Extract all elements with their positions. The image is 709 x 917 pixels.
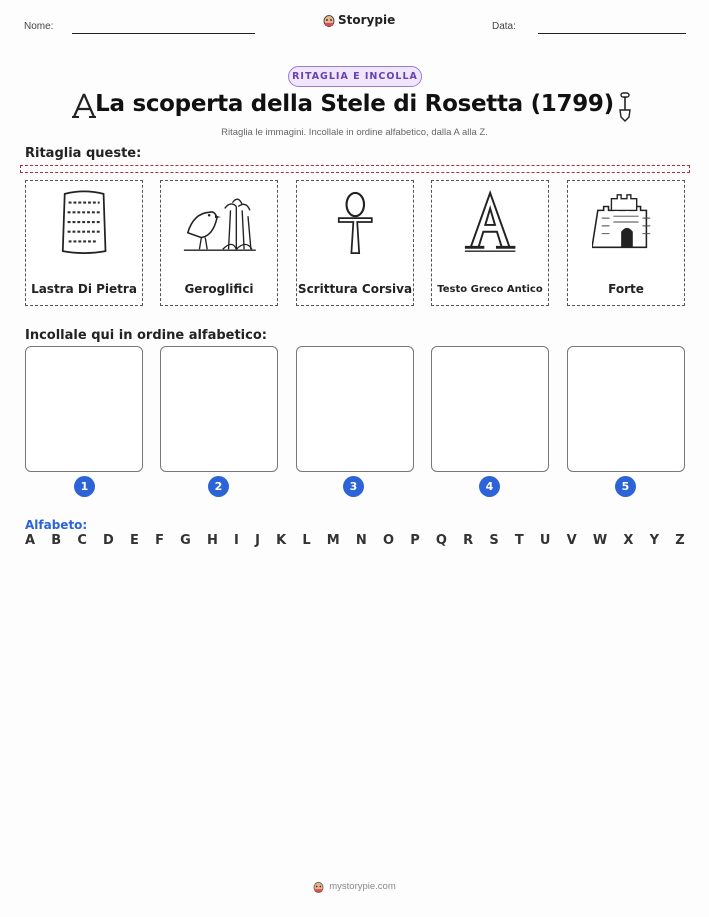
alphabet-letter: W	[592, 533, 608, 548]
ankh-icon	[331, 189, 380, 257]
card-label: Testo Greco Antico	[437, 284, 543, 295]
alphabet-letter: R	[463, 533, 474, 548]
footer-url: mystorypie.com	[329, 881, 396, 892]
alphabet-letter: N	[355, 533, 367, 548]
activity-badge: RITAGLIA E INCOLLA	[288, 66, 422, 87]
slot-number: 5	[615, 476, 636, 497]
cut-card-ankh[interactable]	[296, 180, 414, 306]
stone-slab-icon	[55, 189, 113, 257]
alphabet-letter: M	[326, 533, 340, 548]
paste-box-2[interactable]	[160, 346, 278, 472]
alphabet-letter: Y	[649, 533, 660, 548]
slot-number: 3	[343, 476, 364, 497]
cut-card-hieroglyphs[interactable]	[160, 180, 278, 306]
brand-logo	[323, 13, 395, 27]
paste-box-3[interactable]	[296, 346, 414, 472]
alphabet-letter: B	[51, 533, 62, 548]
alphabet-letter: Z	[675, 533, 685, 548]
alphabet-letter: L	[302, 533, 311, 548]
cut-line	[20, 165, 690, 173]
card-label: Scrittura Corsiva	[297, 282, 413, 296]
header	[0, 0, 709, 50]
instructions: Ritaglia le immagini. Incollale in ordine alfabetico, dalla A alla Z.	[221, 127, 488, 138]
alphabet-label: Alfabeto:	[25, 518, 88, 532]
name-label: Nome:	[24, 21, 54, 32]
mascot-icon	[313, 880, 324, 893]
paste-box-1[interactable]	[25, 346, 143, 472]
footer	[0, 880, 709, 893]
alphabet-letter: K	[276, 533, 287, 548]
name-line[interactable]	[72, 33, 255, 34]
mascot-icon	[323, 13, 335, 27]
alphabet-letter: D	[103, 533, 114, 548]
alphabet-letter: O	[382, 533, 395, 548]
alphabet-letter: E	[130, 533, 139, 548]
fort-icon	[592, 189, 660, 257]
alphabet-letter: Q	[435, 533, 447, 548]
slot-number: 4	[479, 476, 500, 497]
alphabet-letter: C	[77, 533, 87, 548]
alphabet-letter: U	[539, 533, 551, 548]
page-title: La scoperta della Stele di Rosetta (1799)	[95, 91, 614, 117]
cut-card-stone-slab[interactable]	[25, 180, 143, 306]
paste-box-5[interactable]	[567, 346, 685, 472]
cut-section-label: Ritaglia queste:	[25, 146, 142, 161]
cut-card-greek-text[interactable]	[431, 180, 549, 306]
alphabet-letter: V	[566, 533, 577, 548]
brand-name: Storypie	[338, 13, 396, 27]
card-label: Forte	[608, 282, 644, 296]
alphabet-row	[25, 533, 685, 548]
alphabet-letter: S	[489, 533, 499, 548]
slot-number: 1	[74, 476, 95, 497]
alphabet-letter: F	[155, 533, 164, 548]
date-label: Data:	[492, 21, 516, 32]
slot-number: 2	[208, 476, 229, 497]
greek-letter-a-icon	[461, 189, 519, 257]
paste-box-4[interactable]	[431, 346, 549, 472]
date-line[interactable]	[538, 33, 686, 34]
card-label: Geroglifici	[184, 282, 254, 296]
alphabet-letter: H	[206, 533, 218, 548]
alphabet-letter: A	[25, 533, 36, 548]
hieroglyphs-icon	[180, 189, 258, 257]
alphabet-letter: T	[514, 533, 524, 548]
cut-card-fort[interactable]	[567, 180, 685, 306]
alphabet-letter: X	[623, 533, 634, 548]
alphabet-letter: J	[255, 533, 260, 548]
card-label: Lastra Di Pietra	[31, 282, 137, 296]
alphabet-letter: P	[410, 533, 420, 548]
alphabet-letter: G	[180, 533, 191, 548]
shovel-icon	[616, 92, 634, 122]
alphabet-letter: I	[234, 533, 239, 548]
paste-section-label: Incollale qui in ordine alfabetico:	[25, 328, 267, 343]
